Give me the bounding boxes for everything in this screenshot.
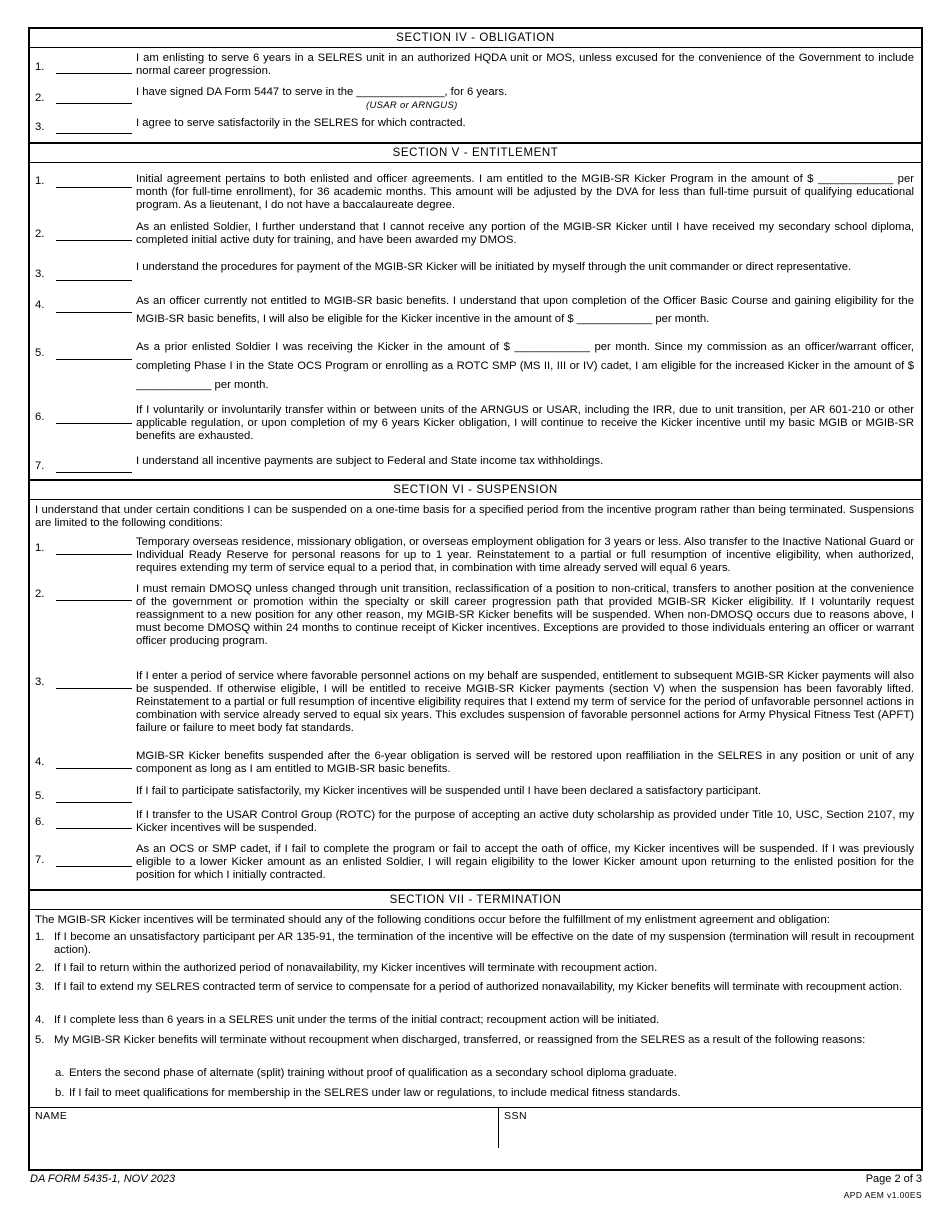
initials-line[interactable] [56, 866, 132, 867]
list-item [30, 292, 921, 338]
item-number: 3. [35, 981, 45, 993]
list-item [30, 583, 921, 670]
item-number: 1. [35, 61, 45, 73]
item-number: 3. [35, 676, 45, 688]
list-item [30, 404, 921, 455]
section-entitlement [30, 144, 921, 481]
section-intro: The MGIB-SR Kicker incentives will be terminated should any of the following conditions occur before the fulfillment of my enlistment agreement and obligation: [35, 914, 830, 926]
item-text: As a prior enlisted Soldier I was receiving the Kicker in the amount of $ ____________ per month. Since my commission as an officer/warrant officer, completing Phase I in the State OCS Program or enrolling as a ROTC SMP (MS II, III or IV) cadet, I am eligible for the increased Kicker in the amount of $ ____________ per month. [136, 341, 914, 391]
list-item [30, 962, 921, 981]
list-item [30, 338, 921, 404]
list-item [30, 86, 921, 117]
initials-line[interactable] [56, 768, 132, 769]
initials-line[interactable] [56, 828, 132, 829]
item-number: 5. [35, 347, 45, 359]
item-number: 2. [35, 588, 45, 600]
item-number: 4. [35, 1014, 45, 1026]
item-text: If I transfer to the USAR Control Group (ROTC) for the purpose of accepting an active duty scholarship as provided under Title 10, USC, Section 2107, my Kicker incentives will be suspended. [136, 809, 914, 834]
item-text: MGIB-SR Kicker benefits suspended after the 6-year obligation is served will be restored upon reaffiliation in the SELRES in any position or unit of any component as long as I am entitled to MGIB-SR basic benefits. [136, 750, 914, 775]
item-text: I understand all incentive payments are subject to Federal and State income tax withholdings. [136, 455, 604, 467]
initials-line[interactable] [56, 187, 132, 188]
item-number: 3. [35, 121, 45, 133]
list-item [30, 670, 921, 750]
ssn-field[interactable] [499, 1108, 921, 1148]
section-termination [30, 891, 921, 1108]
item-text: If I voluntarily or involuntarily transfer within or between units of the ARNGUS or USAR, including the IRR, due to unit transition, per AR 601-210 or other applicable regulation, or upon completion of my 6 years Kicker obligation, I will continue to receive the Kicker incentive until my basic MGIB or MGIB-SR benefits are exhausted. [136, 404, 914, 442]
version-label: APD AEM v1.00ES [843, 1190, 922, 1200]
section-obligation [30, 29, 921, 144]
item-number: 6. [35, 411, 45, 423]
ssn-label: SSN [504, 1110, 528, 1122]
item-number: 2. [35, 962, 45, 974]
item-number: 3. [35, 268, 45, 280]
initials-line[interactable] [56, 280, 132, 281]
list-item [30, 785, 921, 809]
item-number: 2. [35, 92, 45, 104]
item-number: 1. [35, 175, 45, 187]
section-title: SECTION V - ENTITLEMENT [30, 144, 921, 163]
item-number: 2. [35, 228, 45, 240]
item-text: If I complete less than 6 years in a SELRES unit under the terms of the initial contract; recoupment action will be initiated. [54, 1014, 660, 1026]
list-item [30, 536, 921, 583]
item-text: If I fail to return within the authorized period of nonavailability, my Kicker incentives will terminate with recoupment action. [54, 962, 658, 974]
section-intro: I understand that under certain conditions I can be suspended on a one-time basis for a specified period from the incentive program rather than being terminated. Suspensions are limited to the following conditions: [35, 504, 914, 529]
initials-line[interactable] [56, 423, 132, 424]
item-number: 1. [35, 542, 45, 554]
item-text: I am enlisting to serve 6 years in a SELRES unit in an authorized HQDA unit or MOS, unless excused for the convenience of the Government to include normal career progression. [136, 52, 914, 77]
item-text: Temporary overseas residence, missionary obligation, or overseas employment obligation for 3 years or less. Also transfer to the Inactive National Guard or Individual Ready Reserve for personal reasons for up to 1 year. Reinstatement to a partial or full resumption of incentive eligibility, when authorized, requires extending my term of service equal to a period that, in combination with time already served will equal 6 years. [136, 536, 914, 574]
initials-line[interactable] [56, 312, 132, 313]
name-label: NAME [35, 1110, 68, 1122]
form-id: DA FORM 5435-1, NOV 2023 [30, 1173, 176, 1185]
initials-line[interactable] [56, 359, 132, 360]
list-item [30, 929, 921, 962]
name-field[interactable] [30, 1108, 499, 1148]
section-suspension [30, 481, 921, 891]
section-title: SECTION VII - TERMINATION [30, 891, 921, 910]
item-text: If I become an unsatisfactory participant per AR 135-91, the termination of the incentive will be effective on the date of my suspension (termination will result in recoupment action). [54, 931, 914, 956]
item-number: 6. [35, 816, 45, 828]
item-text: I must remain DMOSQ unless changed through unit transition, reclassification of a position to non-critical, transfers to another position at the convenience of the government or promotion within the specialty or skill career progression path that provided MGIB-SR Kicker eligibility. If I voluntarily request reassignment to a new position for any other reason, my MGIB-SR Kicker benefits will be suspended. When non-DMOSQ occurs due to reasons above, I must become DMOSQ within 24 months to continue receipt of Kicker incentives. Exceptions are provided to those individuals entering an officer or warrant officer producing program. [136, 583, 914, 647]
list-item [30, 261, 921, 292]
list-item [30, 455, 921, 479]
item-text: Initial agreement pertains to both enlisted and officer agreements. I am entitled to the MGIB-SR Kicker Program in the amount of $ ____________ per month (for full-time enrollment), for 36 academic months. This amount will be adjusted by the DVA for less than full-time pursuit of qualifying educational program. As a lieutenant, I do not have a baccalaureate degree. [136, 173, 914, 211]
item-number: 7. [35, 460, 45, 472]
item-text: If I fail to meet qualifications for membership in the SELRES under law or regulations, to include medical fitness standards. [69, 1087, 681, 1099]
item-text: As an officer currently not entitled to MGIB-SR basic benefits. I understand that upon completion of the Officer Basic Course and gaining eligibility for the MGIB-SR basic benefits, I will also be eligible for the Kicker incentive in the amount of $ ____________ per month. [136, 295, 914, 325]
list-item [30, 52, 921, 86]
list-item [30, 1014, 921, 1034]
initials-line[interactable] [56, 472, 132, 473]
item-text: I agree to serve satisfactorily in the SELRES for which contracted. [136, 117, 466, 129]
initials-line[interactable] [56, 240, 132, 241]
sub-list-item [30, 1087, 921, 1107]
item-number: 4. [35, 299, 45, 311]
initials-line[interactable] [56, 688, 132, 689]
list-item [30, 843, 921, 889]
item-number: 5. [35, 1034, 45, 1046]
signature-row [30, 1108, 921, 1148]
item-text: If I fail to extend my SELRES contracted term of service to compensate for a period of authorized nonavailability, my Kicker benefits will terminate with recoupment action. [54, 981, 903, 993]
item-text: I understand the procedures for payment of the MGIB-SR Kicker will be initiated by myself through the unit commander or direct representative. [136, 261, 852, 273]
initials-line[interactable] [56, 802, 132, 803]
initials-line[interactable] [56, 133, 132, 134]
item-text-line: I have signed DA Form 5447 to serve in the ______________, for 6 years. [136, 86, 508, 98]
sub-list-item [30, 1067, 921, 1087]
item-text: My MGIB-SR Kicker benefits will terminate without recoupment when discharged, transferred, or reassigned from the SELRES as a result of the following reasons: [54, 1034, 866, 1046]
initials-line[interactable] [56, 73, 132, 74]
section-title: SECTION IV - OBLIGATION [30, 29, 921, 48]
field-caption: (USAR or ARNGUS) [366, 100, 458, 111]
initials-line[interactable] [56, 103, 132, 104]
list-item [30, 750, 921, 785]
list-item [30, 809, 921, 843]
item-text: Enters the second phase of alternate (split) training without proof of qualification as a secondary school diploma graduate. [69, 1067, 677, 1079]
list-item [30, 173, 921, 221]
item-number: 1. [35, 931, 45, 943]
section-title: SECTION VI - SUSPENSION [30, 481, 921, 500]
item-text: If I fail to participate satisfactorily, my Kicker incentives will be suspended until I have been declared a satisfactory participant. [136, 785, 762, 797]
item-text: As an OCS or SMP cadet, if I fail to complete the program or fail to accept the oath of office, my Kicker incentives will be suspended. If I was previously eligible to a lower Kicker amount as an enlisted Soldier, I will regain eligibility to the lower Kicker amount upon returning to the enlisted position for the position for which I initially contracted. [136, 843, 914, 881]
item-number: 4. [35, 756, 45, 768]
item-letter: a. [55, 1067, 65, 1079]
list-item [30, 221, 921, 261]
item-letter: b. [55, 1087, 65, 1099]
page-number: Page 2 of 3 [865, 1173, 922, 1185]
list-item [30, 117, 921, 142]
initials-line[interactable] [56, 554, 132, 555]
item-text: As an enlisted Soldier, I further understand that I cannot receive any portion of the MGIB-SR Kicker until I have received my secondary school diploma, completed initial active duty for training, and have been awarded my DMOS. [136, 221, 914, 246]
initials-line[interactable] [56, 600, 132, 601]
list-item [30, 1034, 921, 1067]
item-text [136, 86, 507, 117]
item-number: 7. [35, 854, 45, 866]
item-text: If I enter a period of service where favorable personnel actions on my behalf are suspended, entitlement to subsequent MGIB-SR Kicker payments will also be suspended. If otherwise eligible, I will be entitled to receive MGIB-SR Kicker payments (section V) when the suspension has been favorably lifted. Reinstatement to a partial or full resumption of incentive eligibility requires that I extend my term of service for the period of unfavorable personnel actions in combination with service already served to equal six years. This excludes suspension of favorable personnel actions for Army Physical Fitness Test (APFT) failure or failure to meet body fat standards. [136, 670, 914, 734]
form-page [28, 27, 923, 1171]
list-item [30, 981, 921, 1014]
item-number: 5. [35, 790, 45, 802]
